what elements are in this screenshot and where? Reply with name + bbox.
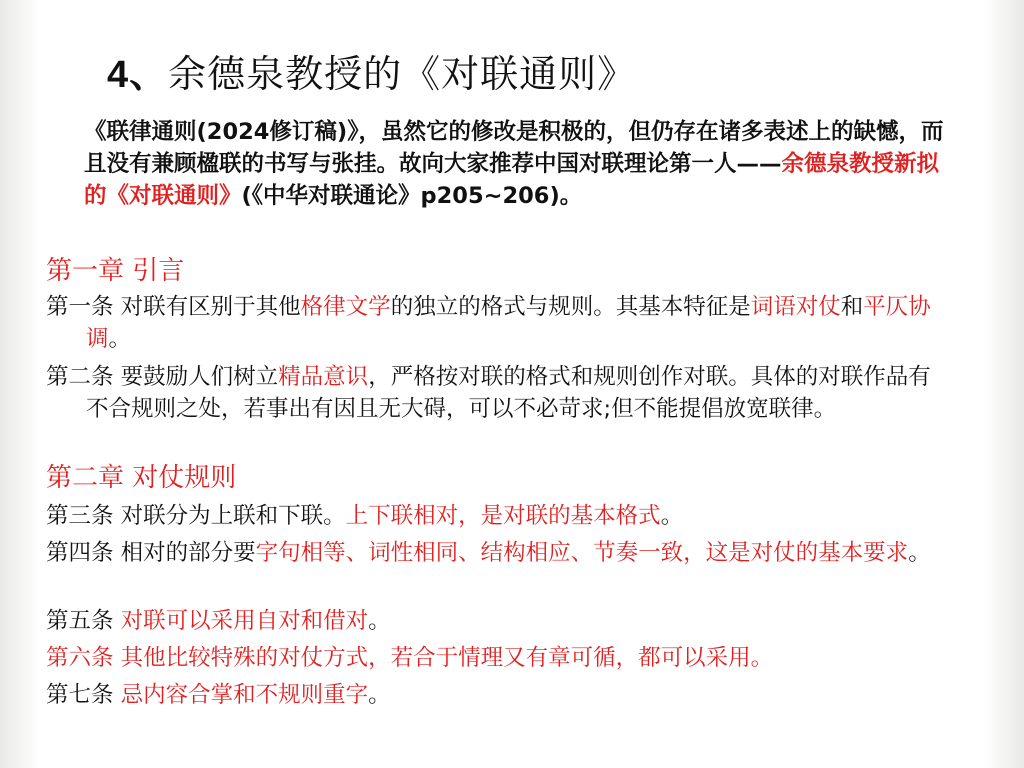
article-text: 的独立的格式与规则。其基本特征是 bbox=[390, 294, 751, 320]
article-highlight: 其他比较特殊的对仗方式，若合于情理又有章可循，都可以采用。 bbox=[120, 645, 774, 671]
article-highlight: 对联可以采用自对和借对 bbox=[120, 608, 369, 634]
article-highlight: 词语对仗 bbox=[750, 294, 841, 320]
article-text: 相对的部分要 bbox=[120, 540, 256, 566]
article-7 bbox=[46, 679, 946, 711]
article-5 bbox=[46, 605, 946, 637]
article-text: 。 bbox=[368, 608, 391, 634]
chapter-2-heading: 第二章 对仗规则 bbox=[46, 463, 237, 493]
article-label: 第四条 bbox=[46, 540, 121, 566]
article-text: 要鼓励人们树立 bbox=[120, 364, 279, 390]
intro-paragraph bbox=[84, 116, 944, 212]
article-highlight: 字句相等、词性相同、结构相应、节奏一致，这是对仗的基本要求 bbox=[255, 540, 909, 566]
intro-text: 《联律通则(2024修订稿)》，虽然它的修改是积极的，但仍存在诸多表述上的缺憾，而且没有兼顾楹联的书写与张挂。故向大家推荐中国对联理论第一人—— bbox=[84, 119, 944, 177]
article-4 bbox=[46, 537, 946, 569]
article-label: 第一条 bbox=[46, 294, 121, 320]
article-text: 和 bbox=[840, 294, 864, 320]
article-text: 对联分为上联和下联。 bbox=[120, 503, 346, 529]
article-text: 。 bbox=[908, 540, 931, 566]
article-label: 第七条 bbox=[46, 682, 121, 708]
intro-citation: (《中华对联通论》p205~206)。 bbox=[241, 183, 583, 209]
article-highlight: 忌内容合掌和不规则重字 bbox=[120, 682, 369, 708]
article-label: 第六条 bbox=[46, 645, 121, 671]
article-label: 第二条 bbox=[46, 364, 121, 390]
article-1 bbox=[46, 291, 946, 355]
article-3 bbox=[46, 500, 946, 532]
article-highlight: 上下联相对，是对联的基本格式 bbox=[345, 503, 661, 529]
article-highlight: 平仄协调 bbox=[86, 294, 931, 352]
page-title bbox=[107, 48, 636, 101]
article-text: 。 bbox=[368, 682, 391, 708]
article-highlight: 格律文学 bbox=[300, 294, 391, 320]
article-text: 。 bbox=[660, 503, 684, 529]
chapter-1-heading: 第一章 引言 bbox=[46, 256, 185, 286]
intro-highlight: 余德泉教授新拟的《对联通则》 bbox=[84, 151, 940, 209]
article-6 bbox=[46, 642, 946, 674]
title-number: 4、 bbox=[107, 54, 169, 96]
article-label: 第五条 bbox=[46, 608, 121, 634]
article-text: ，严格按对联的格式和规则创作对联。具体的对联作品有不合规则之处，若事出有因且无大碍，可以不必苛求;但不能提倡放宽联律。 bbox=[86, 364, 931, 422]
article-text: 对联有区别于其他 bbox=[120, 294, 301, 320]
article-label: 第三条 bbox=[46, 503, 121, 529]
article-highlight: 精品意识 bbox=[278, 364, 369, 390]
article-2 bbox=[46, 361, 946, 425]
article-text: 。 bbox=[108, 326, 132, 352]
title-text: 余德泉教授的《对联通则》 bbox=[168, 52, 637, 96]
